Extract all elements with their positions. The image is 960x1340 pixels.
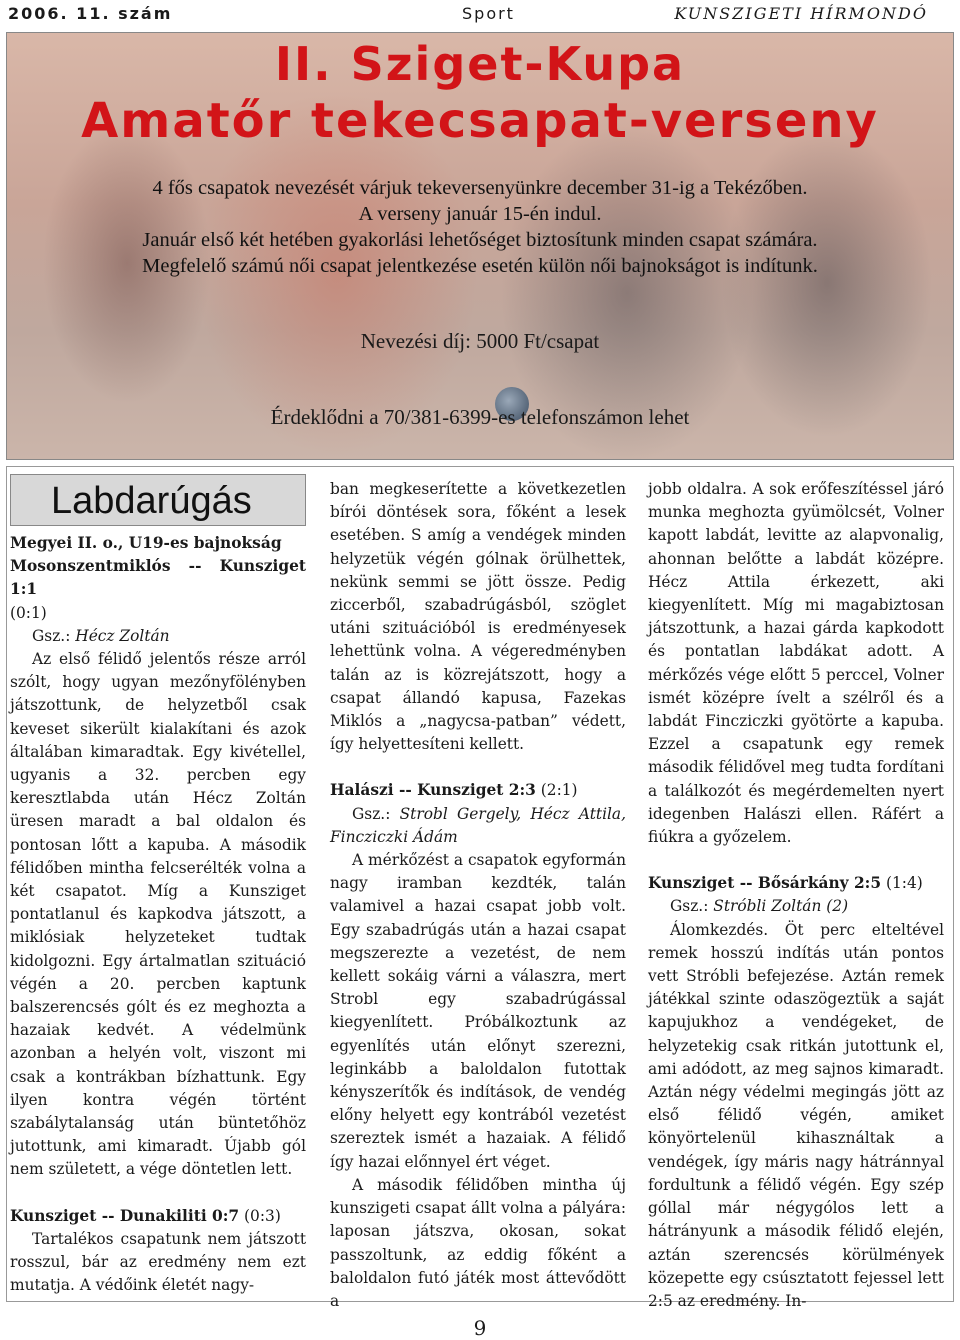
match-report: A második félidőben mintha új kunszigeti csapat állt volna a pályára: laposan játszva, okosan, sokat passzoltunk, az eddig főként a baloldalon futó játék most áttevődött a <box>330 1175 626 1310</box>
newspaper-name: KUNSZIGETI HÍRMONDÓ <box>674 4 928 23</box>
banner-notice <box>7 175 953 279</box>
match-report: Az első félidő jelentős része arról szólt, hogy ugyan mezőnyfölényben játszottunk, de helyzetből csak keveset sikerült kialakítani és azok általában kimaradtak. Egy kivétellel, ugyanis a 32. percben egy keresztlabda után Hécz Zoltán üresen maradt a bal oldalon és pontosan lőtt a kapuba. A második félidőben mintha felcserélték volna a két csapatot. Míg a Kunsziget pontatlanul és kapkodva játszott, a miklósiak helyzeteket tudtak kidolgozni. Egy ártalmatlan szituáció végén a 20. percben kaptunk balszerencsés gólt és ez meghozta a hazaiak kedvét. A védelmünk azonban a helyén volt, viszont mi csak a kontrákban bízhattunk. Egy ilyen kontra végén történt szabálytalanság után büntetőhöz jutottunk, ami kimaradt. Újabb gól nem született, a vége döntetlen lett. <box>10 650 306 1179</box>
column-2 <box>330 478 626 1313</box>
column-1 <box>10 532 306 1298</box>
match-report: A mérkőzést a csapatok egyformán nagy iramban kezdték, talán valamivel a hazai csapat jobb volt. Egy szabadrúgás után a hazai csapat megszerezte a vezetést, de nem kellett sokáig várni a válaszra, mert Strobl egy szabadrúgással kiegyenlített. Próbálkoztunk az egyenlítés után előnyt szerezni, leginkább a baloldalon futottak kényszerítők és indítások, de vendég előny helyett egy kontrából vezetést szereztek ismét a hazaiak. A félidő így hazai előnnyel ért véget. <box>330 851 626 1171</box>
match-report: Álomkezdés. Öt perc elteltével remek hosszú indítás után pontos vett Stróbli befejezése. Aztán remek játékkal szinte odaszögeztük a saját kapujukhoz a vendégeket, de helyzetekig csak ritkán jutottunk el, ami adódott, az meg sajnos kimaradt. Aztán négy védelmi megingás jött az első félidő végén, amiket könyörtelenül kihasználtak a vendégek, így máris nagy hátránnyal fordultunk a félidő végén. Egy szép góllal már négygólos lett a hátrányunk a második félidő elején, aztán szerencsés körülmények közepette egy csúsztatott fejessel lett 2:5 az eredmény. In- <box>648 920 944 1310</box>
scorers: Gsz.: Strobl Gergely, Hécz Attila, Fincziczki Ádám <box>330 804 626 846</box>
issue-date: 2006. 11. szám <box>8 4 173 23</box>
section-label: Sport <box>462 4 515 23</box>
page-header <box>0 0 960 28</box>
match-heading: Mosonszentmiklós -- Kunsziget 1:1 <box>10 557 306 599</box>
match-report: Tartalékos csapatunk nem játszott rosszul, bár az eredmény nem ezt mutatja. A védőink életét nagy- <box>10 1229 306 1295</box>
match-heading: Kunsziget -- Bősárkány 2:5 (1:4) <box>648 874 923 893</box>
column-3 <box>648 478 944 1313</box>
match-heading: Halászi -- Kunsziget 2:3 (2:1) <box>330 781 578 800</box>
notice-line: Megfelelő számú női csapat jelentkezése esetén külön női bajnokságot is indítunk. <box>142 255 818 277</box>
entry-fee: Nevezési díj: 5000 Ft/csapat <box>360 329 600 353</box>
banner-title-line2: Amatőr tekecsapat-verseny <box>81 93 879 149</box>
contact-phone: Érdeklődni a 70/381-6399-es telefonszámon lehet <box>270 405 690 429</box>
banner-title-line1: II. Sziget-Kupa <box>274 37 686 91</box>
league-heading: Megyei II. o., U19-es bajnokság <box>10 534 282 552</box>
match-heading: Kunsziget -- Dunakiliti 0:7 (0:3) <box>10 1206 281 1225</box>
section-title: Labdarúgás <box>10 474 306 526</box>
scorers: Gsz.: Hécz Zoltán <box>32 626 170 645</box>
halftime-score: (0:1) <box>10 603 47 622</box>
page-number: 9 <box>473 1316 487 1340</box>
scorers: Gsz.: Stróbli Zoltán (2) <box>670 897 849 916</box>
notice-line: A verseny január 15-én indul. <box>358 203 602 225</box>
notice-line: Január első két hetében gyakorlási lehetőséget biztosítunk minden csapat számára. <box>142 229 818 251</box>
tournament-banner <box>6 32 954 460</box>
notice-line: 4 fős csapatok nevezését várjuk tekeversenyünkre december 31-ig a Tekézőben. <box>152 177 808 199</box>
match-report: jobb oldalra. A sok erőfeszítéssel járó munka meghozta gyümölcsét, Volner kapott labdát, levitte az alapvonalig, ahonnan belőtte a labdát középre. Hécz Attila érkezett, aki kiegyenlített. Míg mi magabiztosan játszottunk, a hazai gárda kapkodott és pontatlan labdákat adott. A mérkőzés vége előtt 5 perccel, Volner ismét középre ívelt a szélről és a labdát Fincziczki gyötörte a kapuba. Ezzel a csapatunk egy remek második félidővel meg tudta fordítani a találkozót és megérdemelten nyert idegenben Halászi ellen. Ráfért a fiúkra a győzelem. <box>648 480 944 847</box>
match-report: ban megkeserítette a következetlen bírói döntések sora, főként a lesek esetében. S amíg a vendégek minden helyzetük végén gólnak örülhettek, nekünk semmi se jött össze. Pedig ziccerből, szabadrúgásból, szöglet utáni szituációból is eredményesek lehettünk volna. A végeredményben talán az is közrejátszott, hogy a csapat állandó kapusa, Fazekas Miklós a „nagycsa-patban” védett, így helyettesíteni kellett. <box>330 480 626 754</box>
